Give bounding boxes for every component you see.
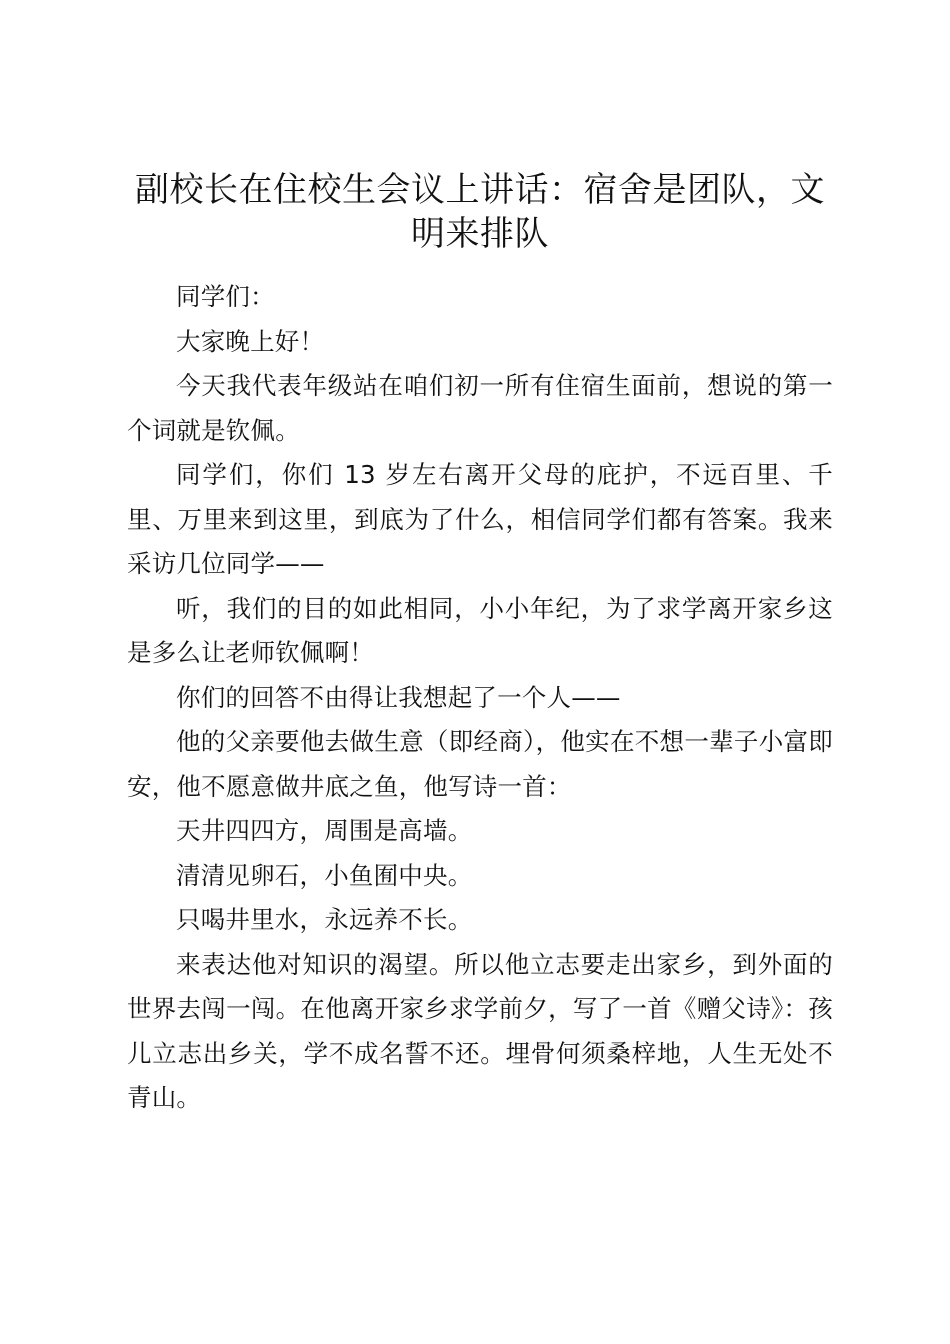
poem-line: 天井四四方，周围是高墙。 <box>176 816 473 845</box>
greeting: 大家晚上好！ <box>176 326 325 356</box>
paragraph: 来表达他对知识的渴望。所以他立志要走出家乡，到外面的世界去闯一闯。在他离开家乡求学前夕，写了一首《赠父诗》：孩儿立志出乡关，学不成名誓不还。埋骨何须桑梓地，人生无处不青山。 <box>127 949 833 1112</box>
paragraph: 你们的回答不由得让我想起了一个人—— <box>176 682 621 712</box>
salutation: 同学们： <box>176 282 275 311</box>
poem-line: 清清见卵石，小鱼囿中央。 <box>176 860 473 890</box>
page-title: 副校长在住校生会议上讲话：宿舍是团队，文明来排队 <box>135 170 825 254</box>
paragraph: 听，我们的目的如此相同，小小年纪，为了求学离开家乡这是多么让老师钦佩啊！ <box>127 593 833 667</box>
paragraph: 同学们，你们 13 岁左右离开父母的庇护，不远百里、千里、万里来到这里，到底为了什么，相信同学们都有答案。我来采访几位同学—— <box>127 460 833 578</box>
paragraph: 今天我代表年级站在咱们初一所有住宿生面前，想说的第一个词就是钦佩。 <box>127 371 833 445</box>
paragraph: 他的父亲要他去做生意（即经商），他实在不想一辈子小富即安，他不愿意做井底之鱼，他写诗一首： <box>127 727 833 801</box>
poem-line: 只喝井里水，永远养不长。 <box>176 905 473 934</box>
document-body <box>127 275 833 1121</box>
